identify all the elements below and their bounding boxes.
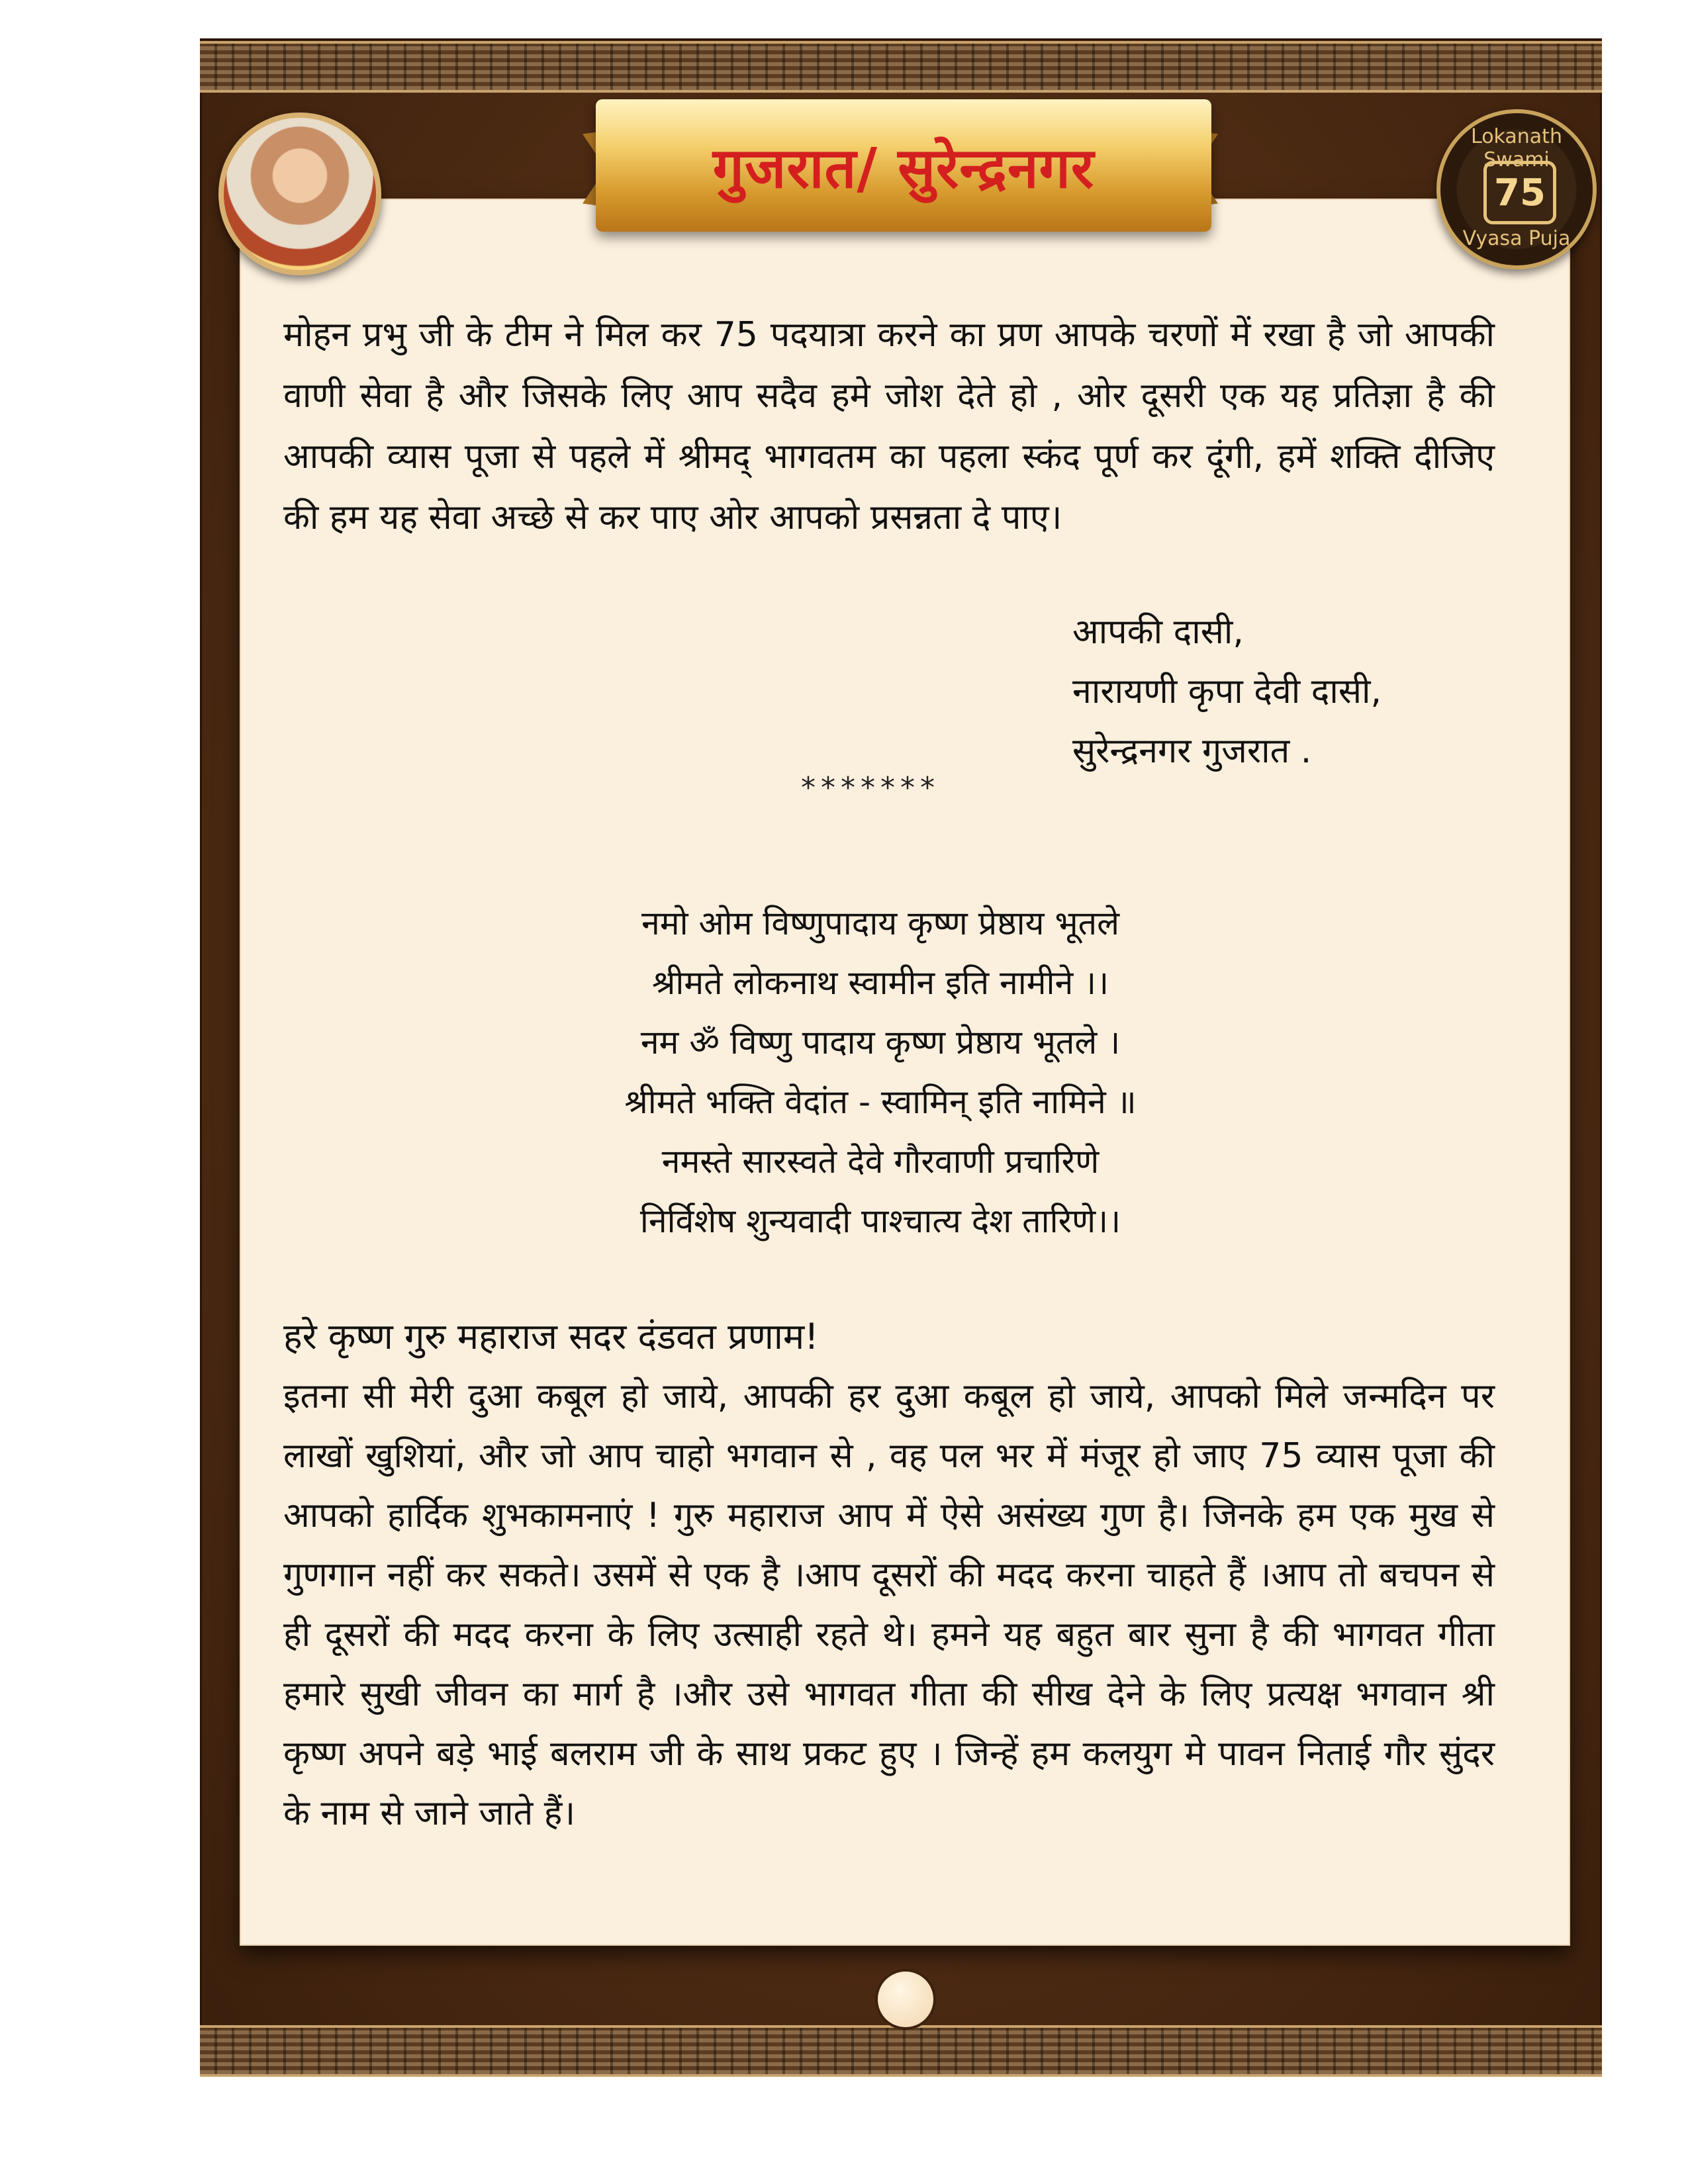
top-border-band — [200, 41, 1602, 93]
page-marker — [875, 1969, 936, 2030]
page-title: गुजरात/ सुरेन्द्रनगर — [712, 135, 1095, 201]
letter-two-greeting: हरे कृष्ण गुरु महाराज सदर दंडवत प्रणाम! — [283, 1316, 819, 1357]
pranam-verse — [397, 893, 1364, 1251]
verse-line: नमस्ते सारस्वते देवे गौरवाणी प्रचारिणे — [661, 1142, 1100, 1181]
signature-line: नारायणी कृपा देवी दासी, — [1072, 672, 1382, 711]
verse-line: श्रीमते लोकनाथ स्वामीन इति नामीने ।। — [651, 964, 1109, 1002]
signature-block — [1072, 602, 1382, 781]
signature-line: आपकी दासी, — [1072, 612, 1244, 652]
verse-line: निर्विशेष शुन्यवादी पाश्चात्य देश तारिणे।। — [639, 1202, 1121, 1240]
badge-top-text: Lokanath Swami — [1471, 125, 1562, 171]
separator: ******* — [801, 771, 940, 805]
verse-line: श्रीमते भक्ति वेदांत - स्वामिन् इति नामिने ॥ — [624, 1083, 1137, 1121]
letter-one — [283, 304, 1495, 548]
verse-line: नम ॐ विष्णु पादाय कृष्ण प्रेष्ठाय भूतले । — [640, 1023, 1121, 1062]
title-ribbon — [596, 99, 1211, 232]
badge-bottom-text: Vyasa Puja — [1462, 227, 1571, 250]
verse-line: नमो ओम विष्णुपादाय कृष्ण प्रेष्ठाय भूतले — [641, 904, 1120, 942]
bottom-border-band — [200, 2025, 1602, 2077]
vyasa-puja-badge — [1436, 109, 1597, 269]
badge-number: 75 — [1483, 161, 1556, 224]
letter-two-paragraph: इतना सी मेरी दुआ कबूल हो जाये, आपकी हर दुआ कबूल हो जाये, आपको मिले जन्मदिन पर लाखों खुशियां, और जो आप चाहो भगवान से , वह पल भर में मंजूर हो जाए 75 व्यास पूजा की आपको हार्दिक शुभकामनाएं ! गुरु महाराज आप में ऐसे असंख्य गुण है। जिनके हम एक मुख से गुणगान नहीं कर सकते। उसमें से एक है ।आप दूसरों की मदद करना चाहते हैं ।आप तो बचपन से ही दूसरों की मदद करना के लिए उत्साही रहते थे। हमने यह बहुत बार सुना है की भागवत गीता हमारे सुखी जीवन का मार्ग है ।और उसे भागवत गीता की सीख देने के लिए प्रत्यक्ष भगवान श्री कृष्ण अपने बड़े भाई बलराम जी के साथ प्रकट हुए । जिन्हें हम कलयुग मे पावन निताई गौर सुंदर के नाम से जाने जाते हैं। — [283, 1377, 1495, 1833]
signature-line: सुरेन्द्रनगर गुजरात . — [1072, 731, 1312, 771]
letter-one-paragraph: मोहन प्रभु जी के टीम ने मिल कर 75 पदयात्रा करने का प्रण आपके चरणों में रखा है जो आपकी वाणी सेवा है और जिसके लिए आप सदैव हमे जोश देते हो , ओर दूसरी एक यह प्रतिज्ञा है की आपकी व्यास पूजा से पहले में श्रीमद् भागवतम का पहला स्कंद पूर्ण कर दूंगी, हमें शक्ति दीजिए की हम यह सेवा अच्छे से कर पाए ओर आपको प्रसन्नता दे पाए। — [283, 315, 1495, 537]
avatar — [218, 113, 381, 275]
